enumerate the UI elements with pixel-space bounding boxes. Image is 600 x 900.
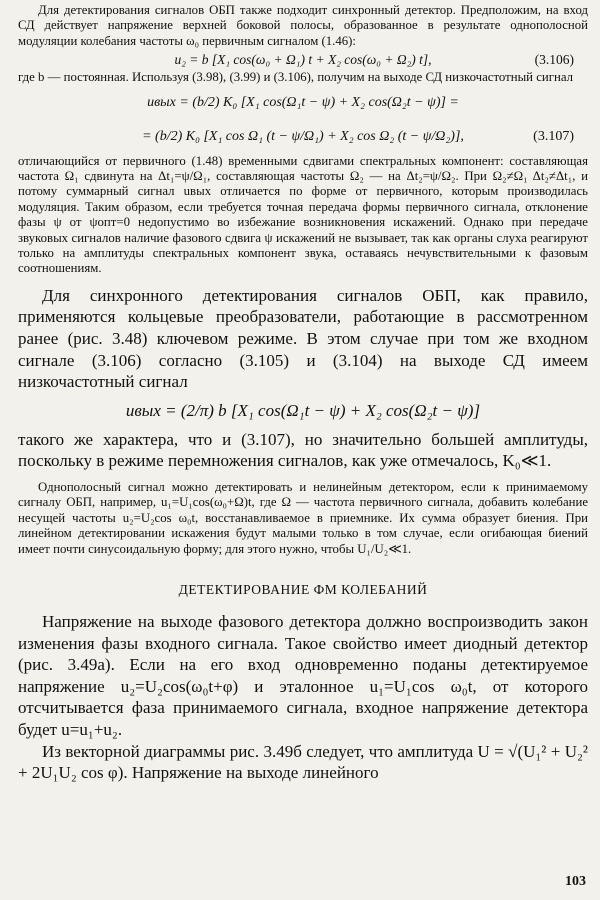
equation-3107-line1-body: uвых = (b/2) K₀ [X₁ cos(Ω₁t − ψ) + X₂ cos(Ω₂t − ψ)] = [147, 94, 459, 110]
equation-3107-number: (3.107) [533, 128, 574, 144]
paragraph-7: Напряжение на выходе фазового детектора должно воспроизводить закон изменения фазы входного сигнала. Такое свойство имеет диодный детектор (рис. 3.49а). Если на его вход одновременно поданы детектируемое напряжение u₂=U₂cos(ω₀t+φ) и эталонное u₁=U₁cos ω₀t, от которого отсчитывается фаза принимаемого сигнала, входное напряжение детектора будет u=u₁+u₂. [18, 612, 588, 740]
equation-3107-line2 [18, 120, 588, 154]
paragraph-5: такого же характера, что и (3.107), но значительно большей амплитуды, поскольку в режиме перемножения сигналов, как уже отмечалось, K₀≪1. [18, 429, 588, 471]
paragraph-1: Для детектирования сигналов ОБП также подходит синхронный детектор. Предположим, на вход СД действует напряжение верхней боковой полосы, образованное в результате однополосной модуляции колебания частоты ω₀ первичным сигналом (1.46): [18, 3, 588, 48]
page-number: 103 [565, 874, 586, 889]
paragraph-4: Для синхронного детектирования сигналов ОБП, как правило, применяются кольцевые преобразователи, работающие в рассмотренном ранее (рис. 3.48) ключевом режиме. В этом случае при том же входном сигнале (3.106) согласно (3.105) и (3.104) на выходе СД имеем низкочастотный сигнал [18, 285, 588, 392]
equation-4-body: uвых = (2/π) b [X₁ cos(Ω₁t − ψ) + X₂ cos(Ω₂t − ψ)] [125, 400, 481, 420]
equation-3106 [18, 49, 588, 70]
paragraph-2: где b — постоянная. Используя (3.98), (3.99) и (3.106), получим на выходе СД низкочастотный сигнал [18, 70, 574, 85]
paragraph-6: Однополосный сигнал можно детектировать и нелинейным детектором, если к принимаемому сигналу ОБП, например, u₁=U₁cos(ω₀+Ω)t, где Ω — частота первичного сигнала, добавить колебание несущей частоты u₂=U₂cos ω₀t, восстанавливаемое в приемнике. Их сумма образует биения. При линейном детектировании искажения будут малыми только в том случае, если огибающая биений имеет почти синусоидальную форму; для этого нужно, чтобы U₁/U₂≪1. [18, 480, 588, 556]
equation-3107-line1 [18, 86, 588, 120]
equation-3107-line2-body: = (b/2) K₀ [X₁ cos Ω₁ (t − ψ/Ω₁) + X₂ cos Ω₂ (t − ψ/Ω₂)], [142, 128, 464, 144]
paragraph-8: Из векторной диаграммы рис. 3.49б следует, что амплитуда U = √(U₁² + U₂² + 2U₁U₂ cos φ). Напряжение на выходе линейного [18, 741, 588, 783]
equation-3106-number: (3.106) [534, 52, 574, 68]
section-heading: ДЕТЕКТИРОВАНИЕ ФМ КОЛЕБАНИЙ [178, 582, 428, 598]
page-content [18, 3, 588, 784]
equation-4 [18, 393, 588, 429]
paragraph-3: отличающийся от первичного (1.48) временными сдвигами спектральных компонент: составляющая частота Ω₁ сдвинута на Δt₁=ψ/Ω₁, составляющая частоты Ω₂ — на Δt₂=ψ/Ω₂. При Ω₂≠Ω₁ Δt₂≠Δt₁, и потому суммарный сигнал uвых отличается по форме от первичного, которым производилась модуляция. Таким образом, если требуется точная передача формы первичного сигнала, отклонение фазы ψ от ψопт=0 недопустимо во избежание возникновения искажений. Однако при передаче звуковых сигналов наличие фазового сдвига ψ искажений не вызывает, так как органы слуха реагируют только на амплитуды спектральных компонент звука, оставаясь нечувствительными к фазовым соотношениям. [18, 153, 588, 276]
equation-3106-body: u₂ = b [X₁ cos(ω₀ + Ω₁) t + X₂ cos(ω₀ + Ω₂) t], [174, 52, 432, 68]
